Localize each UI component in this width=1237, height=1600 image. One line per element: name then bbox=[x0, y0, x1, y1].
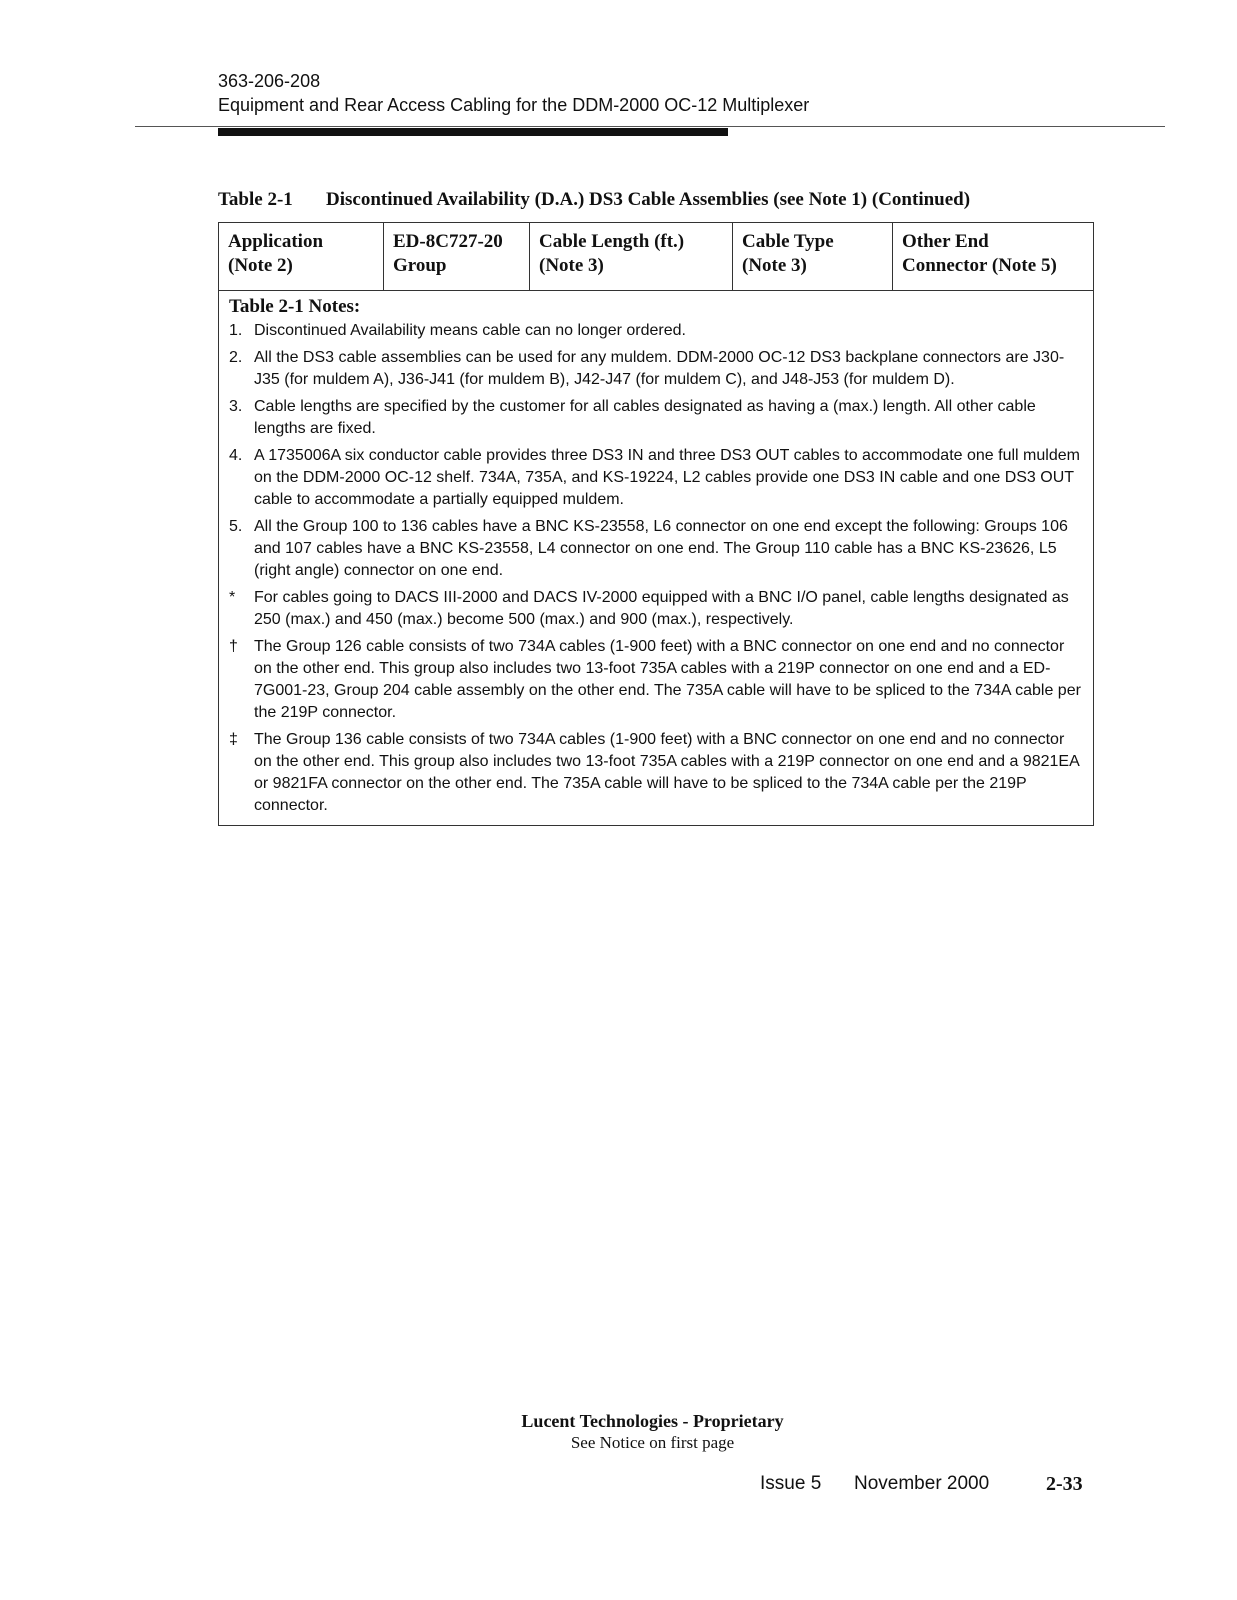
cable-assemblies-table bbox=[218, 222, 1094, 826]
note-marker: * bbox=[229, 589, 236, 606]
note-marker: † bbox=[229, 638, 238, 655]
column-header-application bbox=[219, 223, 384, 290]
note-item bbox=[229, 347, 1083, 391]
column-header-line: Cable Length (ft.) bbox=[539, 231, 685, 252]
note-text: Cable lengths are specified by the customer for all cables designated as having a (max.) length. All other cable lengths are fixed. bbox=[254, 398, 1036, 437]
note-item bbox=[229, 396, 1083, 440]
column-header-cable-length bbox=[530, 223, 733, 290]
table-notes bbox=[219, 291, 1093, 825]
column-header-cable-type bbox=[733, 223, 893, 290]
note-marker: 2. bbox=[229, 349, 243, 366]
note-marker: 4. bbox=[229, 447, 243, 464]
note-marker: 3. bbox=[229, 398, 243, 415]
note-text: The Group 126 cable consists of two 734A cables (1-900 feet) with a BNC connector on one end and no connector on the other end. This group also includes two 13-foot 735A cables with a 219P connector on one end and a ED-7G001-23, Group 204 cable assembly on the other end. The 735A cable will have to be spliced to the 734A cable per the 219P connector. bbox=[254, 638, 1081, 721]
column-header-line: (Note 3) bbox=[539, 255, 604, 276]
footer-issue: Issue 5 bbox=[760, 1473, 822, 1494]
note-item bbox=[229, 587, 1083, 631]
header-divider-thick bbox=[218, 128, 728, 136]
column-header-line: Connector (Note 5) bbox=[902, 255, 1057, 276]
note-item bbox=[229, 729, 1083, 817]
table-caption-number: Table 2-1 bbox=[218, 189, 293, 210]
column-header-line: Cable Type bbox=[742, 231, 834, 252]
footer-company: Lucent Technologies - Proprietary bbox=[521, 1411, 784, 1431]
note-text: All the Group 100 to 136 cables have a BNC KS-23558, L6 connector on one end except the following: Groups 106 and 107 cables have a BNC KS-23558, L4 connector on one end. The Group 110 cable has a BNC KS-23626, L5 (right angle) connector on one end. bbox=[254, 518, 1068, 579]
column-header-line: Application bbox=[228, 231, 324, 252]
table-caption-text: Discontinued Availability (D.A.) DS3 Cable Assemblies (see Note 1) (Continued) bbox=[326, 189, 971, 210]
document-title: Equipment and Rear Access Cabling for the DDM-2000 OC-12 Multiplexer bbox=[218, 95, 810, 115]
note-item bbox=[229, 636, 1083, 724]
footer-date: November 2000 bbox=[854, 1473, 990, 1494]
column-header-line: (Note 2) bbox=[228, 255, 293, 276]
note-text: The Group 136 cable consists of two 734A cables (1-900 feet) with a BNC connector on one end and no connector on the other end. This group also includes two 13-foot 735A cables with a 219P connector on one end and a 9821EA or 9821FA connector on the other end. The 735A cable will have to be spliced to the 734A cable per the 219P connector. bbox=[254, 731, 1079, 814]
column-header-line: Other End bbox=[902, 231, 989, 252]
note-marker: 1. bbox=[229, 322, 243, 339]
note-marker: ‡ bbox=[229, 731, 238, 748]
column-header-line: ED-8C727-20 bbox=[393, 231, 503, 252]
document-number: 363-206-208 bbox=[218, 71, 321, 91]
note-item bbox=[229, 320, 1083, 342]
note-item bbox=[229, 516, 1083, 582]
column-header-group bbox=[384, 223, 530, 290]
column-header-line: Group bbox=[393, 255, 447, 276]
table-header-row bbox=[219, 223, 1093, 291]
page-number: 2-33 bbox=[1046, 1473, 1083, 1495]
note-item bbox=[229, 445, 1083, 511]
note-marker: 5. bbox=[229, 518, 243, 535]
footer-notice: See Notice on first page bbox=[570, 1433, 735, 1452]
note-text: All the DS3 cable assemblies can be used for any muldem. DDM-2000 OC-12 DS3 backplane connectors are J30-J35 (for muldem A), J36-J41 (for muldem B), J42-J47 (for muldem C), and J48-J53 (for muldem D). bbox=[254, 349, 1065, 388]
note-text: For cables going to DACS III-2000 and DACS IV-2000 equipped with a BNC I/O panel, cable lengths designated as 250 (max.) and 450 (max.) become 500 (max.) and 900 (max.), respectively. bbox=[254, 589, 1069, 628]
table-caption bbox=[218, 188, 970, 212]
note-text: A 1735006A six conductor cable provides three DS3 IN and three DS3 OUT cables to accommodate one full muldem on the DDM-2000 OC-12 shelf. 734A, 735A, and KS-19224, L2 cables provide one DS3 IN cable and one DS3 OUT cable to accommodate a partially equipped muldem. bbox=[254, 447, 1080, 508]
header-divider-thin bbox=[135, 126, 1165, 127]
column-header-other-end-connector bbox=[893, 223, 1093, 290]
notes-title: Table 2-1 Notes: bbox=[229, 296, 361, 317]
column-header-line: (Note 3) bbox=[742, 255, 807, 276]
note-text: Discontinued Availability means cable can no longer ordered. bbox=[254, 322, 686, 339]
